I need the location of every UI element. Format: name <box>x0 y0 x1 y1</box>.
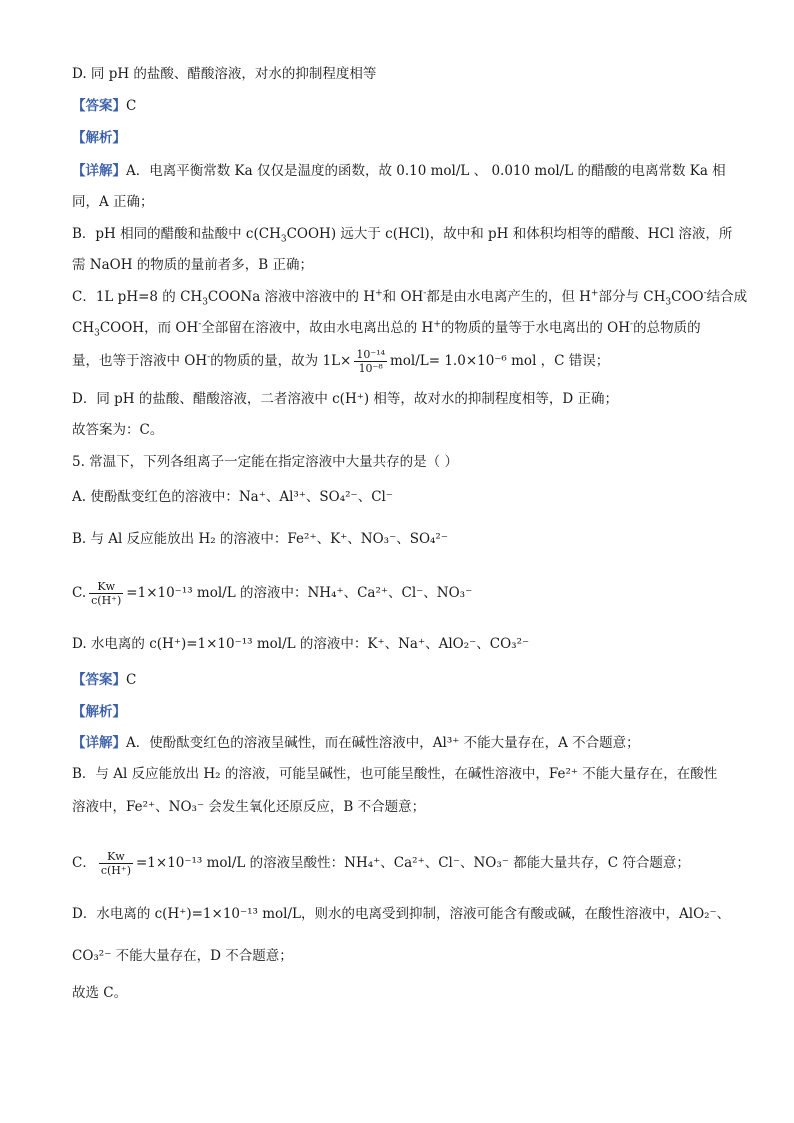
detail2-line-d: D．水电离的 c(H⁺)=1×10⁻¹³ mol/L，则水的电离受到抑制，溶液可能含有酸或碱，在酸性溶液中，AlO₂⁻、 <box>72 906 731 922</box>
detail-line-a2: 同，A 正确； <box>72 194 154 210</box>
answer-line-2: 【答案】C <box>72 672 137 688</box>
question-5-option-c: C. $\frac{Kw}{c(H^+)}$ =1×10⁻¹³ mol/L 的溶液中：NH₄⁺、Ca²⁺、Cl⁻、NO₃⁻ <box>72 580 473 607</box>
detail-line-b: B．pH 相同的醋酸和盐酸中 $c(CH_3COOH)$ 远大于 c(HCl)，故中和 pH 和体积均相等的醋酸、HCl 溶液，所 <box>72 226 733 245</box>
question-5-option-a: A. 使酚酞变红色的溶液中：Na⁺、Al³⁺、SO₄²⁻、Cl⁻ <box>72 489 393 505</box>
question-5-option-b: B. 与 Al 反应能放出 H₂ 的溶液中：Fe²⁺、K⁺、NO₃⁻、SO₄²⁻ <box>72 531 448 547</box>
detail2-line-d2: CO₃²⁻ 不能大量存在，D 不合题意； <box>72 948 293 964</box>
detail2-line-a: 【详解】A．使酚酞变红色的溶液呈碱性，而在碱性溶液中，Al³⁺ 不能大量存在，A 不合题意； <box>72 735 640 751</box>
detail-line-d: D．同 pH 的盐酸、醋酸溶液，二者溶液中 c(H⁺) 相等，故对水的抑制程度相等，D 正确； <box>72 391 619 407</box>
kw-fraction-2: $\frac{Kw}{c(H^+)}$ <box>100 850 131 877</box>
detail-line-a: 【详解】A．电离平衡常数 Ka 仅仅是温度的函数，故 0.10 mol/L 、 0.010 mol/L 的醋酸的电离常数 Ka 相 <box>72 163 726 179</box>
answer-line: 【答案】C <box>72 98 137 114</box>
question-5-stem: 5. 常温下，下列各组离子一定能在指定溶液中大量共存的是（ ） <box>72 454 458 470</box>
detail-line-c2: $CH_3COOH$，而 OH-全部留在溶液中，故由水电离出总的 H+的物质的量等于水电离出的 OH-的总物质的 <box>72 319 701 339</box>
analysis-tag-2: 【解析】 <box>72 704 126 720</box>
detail-line-c: C．1L pH=8 的 $CH_3COONa$ 溶液中溶液中的 H+和 OH-都是由水电离产生的，但 H+部分与 $CH_3COO^-$结合成 <box>72 288 748 308</box>
detail2-line-b: B．与 Al 反应能放出 H₂ 的溶液，可能呈碱性，也可能呈酸性，在碱性溶液中，Fe²⁺ 不能大量存在，在酸性 <box>72 766 718 782</box>
conclusion-line: 故答案为：C。 <box>72 422 164 438</box>
conclusion-line-2: 故选 C。 <box>72 985 128 1001</box>
answer-tag: 【答案】 <box>72 98 126 114</box>
detail2-line-c: C． $\frac{Kw}{c(H^+)}$ =1×10⁻¹³ mol/L 的溶液呈酸性：NH₄⁺、Ca²⁺、Cl⁻、NO₃⁻ 都能大量共存，C 符合题意； <box>72 850 690 877</box>
detail-line-b2: 需 NaOH 的物质的量前者多，B 正确； <box>72 257 313 273</box>
option-d-line: D. 同 pH 的盐酸、醋酸溶液，对水的抑制程度相等 <box>72 66 377 82</box>
analysis-tag: 【解析】 <box>72 130 126 146</box>
detail-line-c3: 量，也等于溶液中 OH-的物质的量，故为 1L× $\frac{\text{10⁻¹⁴}}{\text{10⁻⁸}}$ mol/L= 1.0×10⁻⁶ mol ，C 错误； <box>72 348 610 375</box>
fraction: $\frac{\text{10⁻¹⁴}}{\text{10⁻⁸}}$ <box>356 348 385 375</box>
detail2-line-b2: 溶液中，Fe²⁺、NO₃⁻ 会发生氧化还原反应，B 不合题意； <box>72 799 426 815</box>
kw-fraction: $\frac{Kw}{c(H^+)}$ <box>91 580 122 607</box>
question-5-option-d: D. 水电离的 c(H⁺)=1×10⁻¹³ mol/L 的溶液中：K⁺、Na⁺、AlO₂⁻、CO₃²⁻ <box>72 636 530 652</box>
